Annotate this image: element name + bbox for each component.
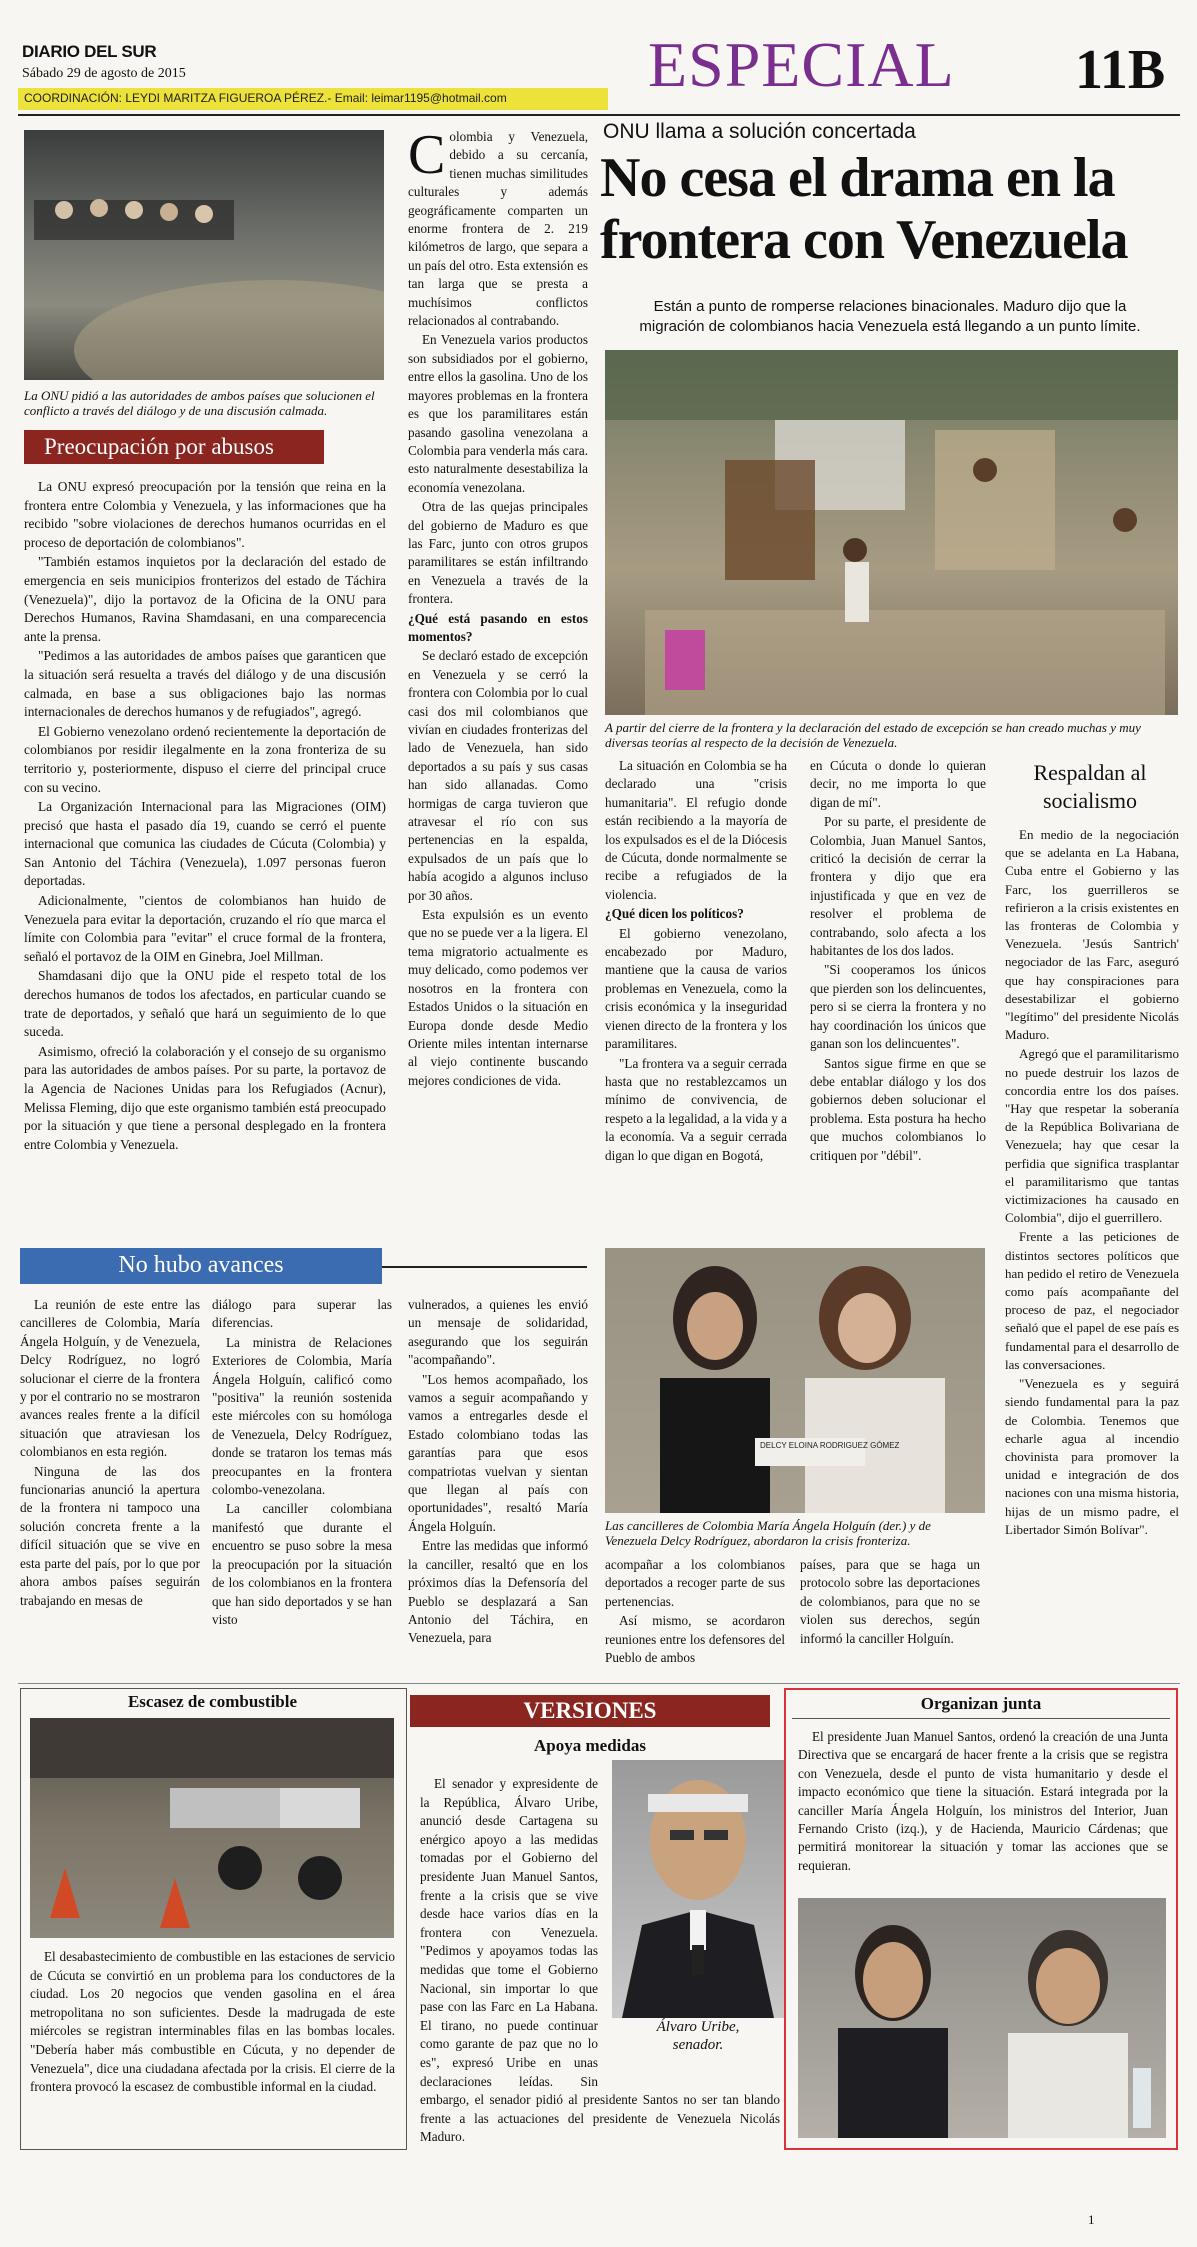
escasez-title: Escasez de combustible: [127, 1692, 298, 1711]
column-3: [605, 757, 787, 1166]
paragraph: Así mismo, se acordaron reuniones entre los defensores del Pueblo de ambos: [605, 1613, 785, 1666]
headline-line1: No cesa el drama en la: [600, 147, 1115, 209]
kicker: ONU llama a solución concertada: [603, 120, 916, 143]
paragraph: En medio de la negociación que se adelanta en La Habana, Cuba entre el Gobierno y las Farc, los guerrilleros se refirieron a la crisis existentes en las fronteras de Colombia y Venezuela. 'Jesús Santrich' negociador de las Farc, aseguró que hay conspiraciones para desestabilizar el gobierno "legítimo" del presidente Nicolás Maduro.: [1005, 827, 1179, 1043]
respaldan-body: [1005, 826, 1179, 1540]
paragraph: Frente a las peticiones de distintos sectores políticos que han pedido el retiro de Venezuela como país acompañante del proceso de paz, el negociador señaló que el papel de ese país es fundamental para el desarrollo de las conversaciones.: [1005, 1229, 1179, 1372]
column-4: [810, 757, 986, 1166]
paragraph: Santos sigue firme en que se debe entablar diálogo y los dos gobiernos deben solucionar el problema. Esta postura ha hecho que muchos colombianos lo critiquen por "débil".: [810, 1055, 986, 1163]
issue-date: Sábado 29 de agosto de 2015: [22, 66, 186, 81]
versiones-text: El senador y expresidente de la República, Álvaro Uribe, anunció desde Cartagena su enérgico apoyo a las medidas tomadas por el Gobierno del presidente Juan Manuel Santos, frente a la crisis que se vive desde hace varios días en la frontera con Venezuela. "Pedimos y apoyamos todas las medidas que tome el Gobierno Nacional, sin importar lo que pase con las Farc en La Habana. El tirano, no puede continuar como garante de paz que no lo es", expresó Uribe en unas declaraciones leídas. Sin embargo, el senador pidió al presidente Santos no ser tan blando frente a las actuaciones del presidente de Venezuela Nicolás Maduro.: [420, 1776, 780, 2145]
paragraph: La ministra de Relaciones Exteriores de Colombia, María Ángela Holguín, calificó como "positiva" la reunión sostenida este miércoles con su homóloga de Venezuela, Delcy Rodríguez, donde se trataron los temas más preocupantes en la frontera colombo-venezolana.: [212, 1334, 392, 1498]
paragraph: "Si cooperamos los únicos que pierden son los delincuentes, pero si se cierra la frontera y no hay coordinación los únicos que ganan son los delincuentes".: [810, 962, 986, 1052]
subhead-politicos: ¿Qué dicen los políticos?: [605, 906, 744, 922]
versiones-float-spacer: [598, 1775, 780, 2073]
avances-col-b: [212, 1296, 392, 1630]
paper-name: DIARIO DEL SUR: [22, 42, 157, 61]
preocupacion-title: Preocupación por abusos: [44, 434, 274, 459]
paragraph: En Venezuela varios productos son subsidiados por el gobierno, entre ellos la gasolina. Uno de los mayores problemas en la frontera es que los paramilitares están pasando gasolina venezolana a Colombia para venderla más cara. esto naturalmente desestabiliza la economía venezolana.: [408, 332, 588, 495]
paragraph: El presidente Juan Manuel Santos, ordenó la creación de una Junta Directiva que se encargará de hacer frente a la crisis que se registra con Venezuela, desde el punto de vista humanitario y desde el impacto económico que tiene la situación. Estará integrada por la canciller María Ángela Holguín, los ministros del Interior, Juan Fernando Cristo (izq.), y de Hacienda, Mauricio Cárdenas; que permitirá monitorear la situación y tomar las acciones que se requieran.: [798, 1729, 1168, 1873]
footer-page-number: 1: [1088, 2212, 1095, 2227]
avances-col-d: [605, 1556, 785, 1668]
onu-photo-caption: La ONU pidió a las autoridades de ambos países que solucionen el conflicto a través del diálogo y de una discusión calmada.: [24, 388, 375, 418]
bottom-rule: [18, 1683, 1180, 1684]
versiones-subtitle: Apoya medidas: [534, 1736, 646, 1755]
paragraph: La Organización Internacional para las Migraciones (OIM) precisó que hasta el pasado día 19, cuando se cerró el puente internacional que comunica las ciudades de Cúcuta (Colombia) y San Antonio del Táchira (Venezuela), 1.097 personas fueron deportadas.: [24, 799, 386, 889]
paragraph: vulnerados, a quienes les envió un mensaje de solidaridad, asegurando que los seguirán "acompañando".: [408, 1297, 588, 1368]
deck-line1: Están a punto de romperse relaciones binacionales. Maduro dijo que la: [653, 298, 1127, 315]
paragraph: Entre las medidas que informó la canciller, resaltó que en los próximos días la Defensoría del Pueblo se desplazará a San Antonio del Táchira, en Venezuela, para: [408, 1538, 588, 1646]
paragraph: Por su parte, el presidente de Colombia, Juan Manuel Santos, criticó la decisión de cerrar la frontera y dijo que era injustificada y que en vez de resolver el problema de contrabando, solo afecta a los habitantes de los dos lados.: [810, 814, 986, 959]
section-title: ESPECIAL: [648, 29, 955, 100]
intro-text: olombia y Venezuela, debido a su cercanía, tienen muchas similitudes culturales y además geográficamente comparten un enorme frontera de 2. 219 kilómetros de largo, que separa a un país del otro. Esta extensión es tan larga que se presta a muchísimos conflictos relacionados al contrabando.: [408, 129, 588, 329]
versiones-title: VERSIONES: [523, 1698, 657, 1723]
paragraph: países, para que se haga un protocolo sobre las deportaciones de colombianos, para que no se violen sus derechos, según informó la canciller Holguín.: [800, 1557, 980, 1646]
preocupacion-body: [24, 478, 386, 1155]
junta-title: Organizan junta: [920, 1694, 1042, 1713]
avances-col-a: [20, 1296, 200, 1611]
fuel-queue-photo: [30, 1718, 394, 1938]
paragraph: diálogo para superar las diferencias.: [212, 1297, 392, 1331]
versiones-body: [420, 1775, 780, 2148]
paragraph: Adicionalmente, "cientos de colombianos han huido de Venezuela para evitar la deportación, cruzando el río que marca el límite con Colombia para "evitar" el cruce formal de la frontera, señaló el portavoz de la OIM en Ginebra, Joel Millman.: [24, 893, 386, 964]
junta-body: [798, 1728, 1168, 1876]
avances-rule: [382, 1266, 587, 1268]
paragraph: "También estamos inquietos por la declaración del estado de emergencia en seis municipios fronterizos del estado de Táchira (Venezuela)", dijo la portavoz de la Oficina de la ONU para Derechos Humanos, Ravina Shamdasani, en una comparecencia ante la prensa.: [24, 554, 386, 644]
respaldan-title-line2: socialismo: [1042, 788, 1138, 813]
onu-assembly-photo: [24, 130, 384, 380]
paragraph: La reunión de este entre las cancilleres de Colombia, María Ángela Holguín, y de Venezuela, Delcy Rodríguez, no logró solucionar el cierre de la frontera y por el contrario no se mostraron avances reales frente a la difícil situación que atraviesan los colombianos en esta región.: [20, 1297, 200, 1460]
cancilleres-photo: [605, 1248, 985, 1513]
paragraph: Agregó que el paramilitarismo no puede destruir los lazos de concordia entre los dos países. "Hay que respetar la soberanía de la República Bolivariana de Venezuela; hay que cesar la perfidia que significa trasplantar el paramilitarismo que tantas victimizaciones ha causado en Colombia", dijo el guerrillero.: [1005, 1046, 1179, 1226]
paragraph: Asimismo, ofreció la colaboración y el consejo de su organismo para las autoridades de ambos países. Por su parte, la portavoz de la Agencia de Naciones Unidas para los Refugiados (Acnur), Melissa Fleming, dijo que este organismo también está preocupado por la situación y que tiene a personal desplegado en la frontera entre Colombia y Venezuela.: [24, 1043, 386, 1152]
paragraph: Se declaró estado de excepción en Venezuela y se cerró la frontera con Colombia por lo cual casi dos mil colombianos que vivían en ciudades fronterizas del lado de Venezuela, han sido deportados a su país y sus casas han sido allanadas. Como hormigas de carga tuvieron que atravesar el río con sus pertenencias en la espalda, expulsados de un país que lo había acogido a algunos incluso por 30 años.: [408, 648, 588, 903]
paragraph: "Venezuela es y seguirá siendo fundamental para la paz de Colombia. Tenemos que echarle agua al incendio chovinista para promover la unidad e integración de dos naciones con una misma historia, hijas de un mismo padre, el Libertador Simón Bolívar".: [1005, 1376, 1179, 1537]
cancilleres-caption: Las cancilleres de Colombia María Ángela Holguín (der.) y de Venezuela Delcy Rodríguez, abordaron la crisis fronteriza.: [605, 1518, 931, 1548]
headline-line2: frontera con Venezuela: [600, 209, 1128, 271]
junta-title-rule: [792, 1718, 1170, 1719]
paragraph: "Pedimos a las autoridades de ambos países que garanticen que la situación será resuelta a través del diálogo y de una discusión calmada, en base a sus obligaciones bajo las normas internacionales de derechos humanos y de refugiados", agregó.: [24, 648, 386, 720]
paragraph: acompañar a los colombianos deportados a recoger parte de sus pertenencias.: [605, 1557, 785, 1609]
paragraph: La situación en Colombia se ha declarado una "crisis humanitaria". El refugio donde están recibiendo a la mayoría de los expulsados es el de la Diócesis de Cúcuta, donde normalmente se recibe a refugiados de la violencia.: [605, 758, 787, 902]
avances-col-c: [408, 1296, 588, 1649]
respaldan-title-line1: Respaldan al: [1033, 760, 1147, 785]
uribe-caption-role: senador.: [672, 2037, 724, 2053]
intro-paragraph: [408, 124, 588, 330]
coordination-text: COORDINACIÓN: LEYDI MARITZA FIGUEROA PÉREZ.- Email: leimar1195@hotmail.com: [24, 91, 507, 105]
drop-cap: C: [408, 124, 446, 186]
paragraph: Shamdasani dijo que la ONU pide el respeto total de los derechos humanos de todos los afectados, en particular cuando se trate de deportados, y señaló que hará un seguimiento de lo que suceda.: [24, 968, 386, 1040]
border-crossing-photo: [605, 350, 1178, 715]
paragraph: "Los hemos acompañado, los vamos a seguir acompañando y vamos a entregarles desde el Estado colombiano todas las garantías para que esos compatriotas vuelvan y sientan que llegan al país con oportunidades", resaltó María Ángela Holguín.: [408, 1371, 588, 1534]
paragraph: [420, 1775, 780, 2147]
paragraph: Esta expulsión es un evento que no se puede ver a la ligera. El tema migratorio actualmente es muy delicado, como podemos ver nosotros en la frontera con Estados Unidos o la situación en Europa donde desde Medio Oriente miles intentan internarse al viejo continente buscando mejores condiciones de vida.: [408, 907, 588, 1088]
escasez-body: [30, 1948, 395, 2098]
paragraph: Ninguna de las dos funcionarias anunció la apertura de la frontera ni tampoco una solución concreta frente a la difícil situación que se vive en esta parte del país, por lo que por ahora ambos países seguirán trabajando en mesas de: [20, 1463, 200, 1608]
page-number: 11B: [1075, 39, 1166, 101]
paragraph: El desabastecimiento de combustible en las estaciones de servicio de Cúcuta se convirtió en un problema para los conductores de la ciudad. Los 20 negocios que venden gasolina en el área metropolitana no son suficientes. Desde la madrugada de este miércoles se registran interminables filas en las bombas locales. "Debería haber más combustible en Cúcuta, y no depender de Venezuela", dice una ciudadana afectada por la crisis. El cierre de la frontera provocó la escasez de combustible informal en la ciudad.: [30, 1949, 395, 2095]
intro-column: [408, 124, 588, 1091]
paragraph: Otra de las quejas principales del gobierno de Maduro es que las Farc, junto con otros grupos paramilitares se están infiltrando en Venezuela a través de la frontera.: [408, 499, 588, 607]
uribe-caption-name: Álvaro Uribe,: [656, 2019, 740, 2035]
paragraph: El gobierno venezolano, encabezado por Maduro, mantiene que la causa de varios problemas en Venezuela, como la crisis económica y la inseguridad vienen directo de la frontera y los paramilitares.: [605, 925, 787, 1052]
nameplate: DELCY ELOINA RODRIGUEZ GÓMEZ: [760, 1441, 900, 1450]
paragraph: El Gobierno venezolano ordenó recientemente la deportación de colombianos por residir ilegalmente en la zona fronteriza de su territorio y, posteriormente, dispuso el cierre del principal cruce con su vecino.: [24, 723, 386, 795]
deck-line2: migración de colombianos hacia Venezuela está llegando a un punto límite.: [639, 318, 1141, 335]
avances-title: No hubo avances: [118, 1252, 284, 1278]
paragraph: en Cúcuta o donde lo quieran decir, no me importa lo que digan de mí".: [810, 758, 986, 810]
paragraph: La canciller colombiana manifestó que durante el encuentro se puso sobre la mesa la preocupación por la situación de los colombianos en la frontera que han sido deportados y se han visto: [212, 1501, 392, 1627]
paragraph: La ONU expresó preocupación por la tensión que reina en la frontera entre Colombia y Venezuela, y las informaciones que ha recibido "sobre violaciones de derechos humanos ocurridas en el proceso de deportación de colombianos".: [24, 479, 386, 550]
masthead-rule: [18, 114, 1180, 116]
main-photo-caption: A partir del cierre de la frontera y la declaración del estado de excepción se han creado muchas y muy diversas teorías al respecto de la decisión de Venezuela.: [605, 720, 1141, 750]
subhead-que-pasa: ¿Qué está pasando en estos momentos?: [408, 610, 588, 644]
avances-col-e: [800, 1556, 980, 1649]
junta-photo: [798, 1898, 1166, 2138]
paragraph: "La frontera va a seguir cerrada hasta que no restablezcamos un mínimo de convivencia, de respeto a la legalidad, a la vida y a la economía. Va a seguir cerrada digan lo que digan en Bogotá,: [605, 1055, 787, 1163]
